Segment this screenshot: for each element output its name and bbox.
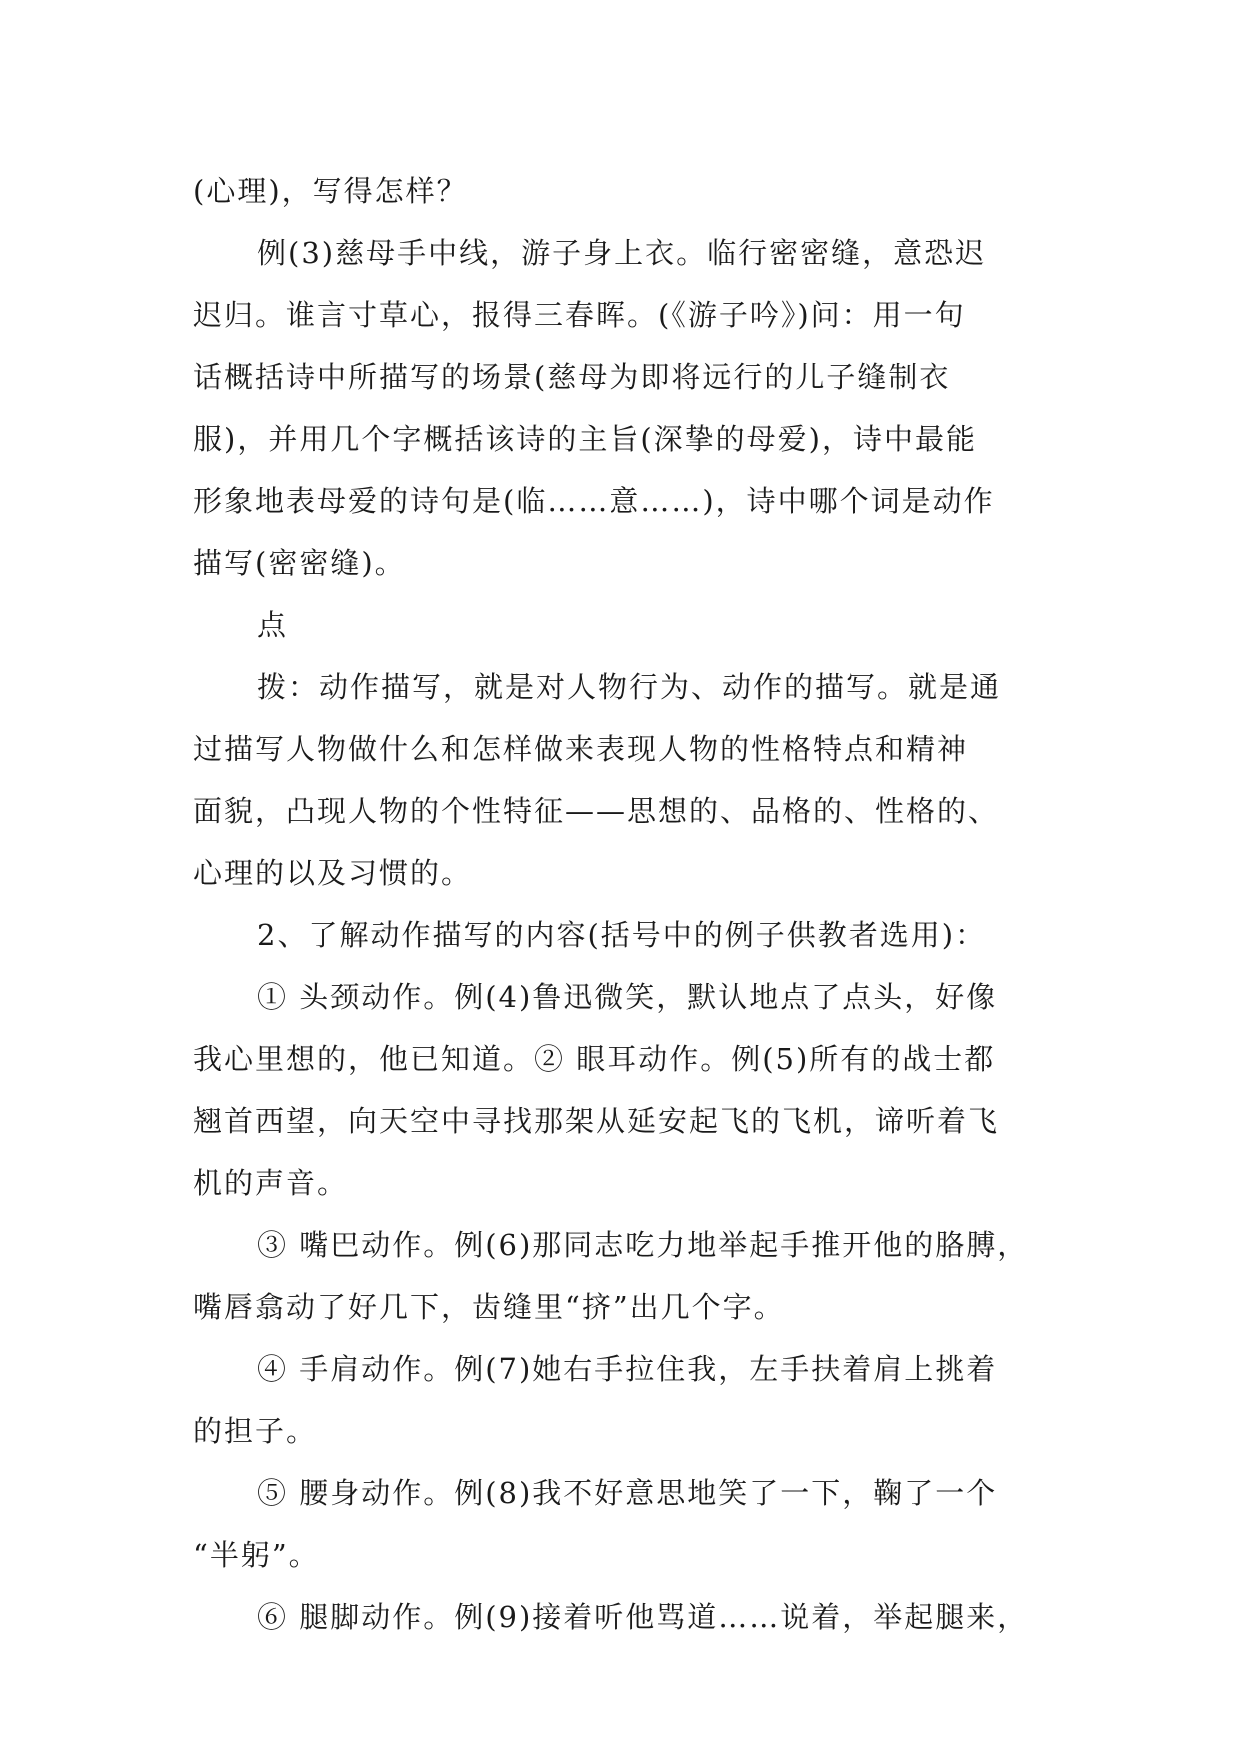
text-line: 形象地表母爱的诗句是(临……意……)，诗中哪个词是动作 [193,484,995,518]
text-line: 的担子。 [193,1414,318,1448]
text-line: 迟归。谁言寸草心，报得三春晖。(《游子吟》)问：用一句 [193,298,966,332]
text-line: 翘首西望，向天空中寻找那架从延安起飞的飞机，谛听着飞 [193,1104,1000,1138]
text-line: “半躬”。 [193,1538,320,1572]
text-line: (心理)，写得怎样？ [193,174,468,208]
text-line: 2、了解动作描写的内容(括号中的例子供教者选用)： [257,918,987,952]
text-line: 嘴唇翕动了好几下，齿缝里“挤”出几个字。 [193,1290,785,1324]
text-line: 话概括诗中所描写的场景(慈母为即将远行的儿子缝制衣 [193,360,951,394]
text-line: ④ 手肩动作。例(7)她右手拉住我，左手扶着肩上挑着 [257,1352,998,1386]
text-line: 点 [257,608,289,642]
text-line: 面貌，凸现人物的个性特征——思想的、品格的、性格的、 [193,794,1000,828]
text-line: 拨：动作描写，就是对人物行为、动作的描写。就是通 [257,670,1002,704]
text-line: 机的声音。 [193,1166,349,1200]
text-line: ⑥ 腿脚动作。例(9)接着听他骂道……说着，举起腿来， [257,1600,1029,1634]
text-line: ⑤ 腰身动作。例(8)我不好意思地笑了一下，鞠了一个 [257,1476,998,1510]
text-line: 描写(密密缝)。 [193,546,406,580]
document-body [193,160,1053,1648]
text-line: 我心里想的，他已知道。② 眼耳动作。例(5)所有的战士都 [193,1042,996,1076]
text-line: 服)，并用几个字概括该诗的主旨(深挚的母爱)，诗中最能 [193,422,977,456]
text-line: 过描写人物做什么和怎样做来表现人物的性格特点和精神 [193,732,969,766]
text-line: 例(3)慈母手中线，游子身上衣。临行密密缝，意恐迟 [257,236,987,270]
text-line: ③ 嘴巴动作。例(6)那同志吃力地举起手推开他的胳膊， [257,1228,1029,1262]
text-line: 心理的以及习惯的。 [193,856,473,890]
text-line: ① 头颈动作。例(4)鲁迅微笑，默认地点了点头，好像 [257,980,998,1014]
